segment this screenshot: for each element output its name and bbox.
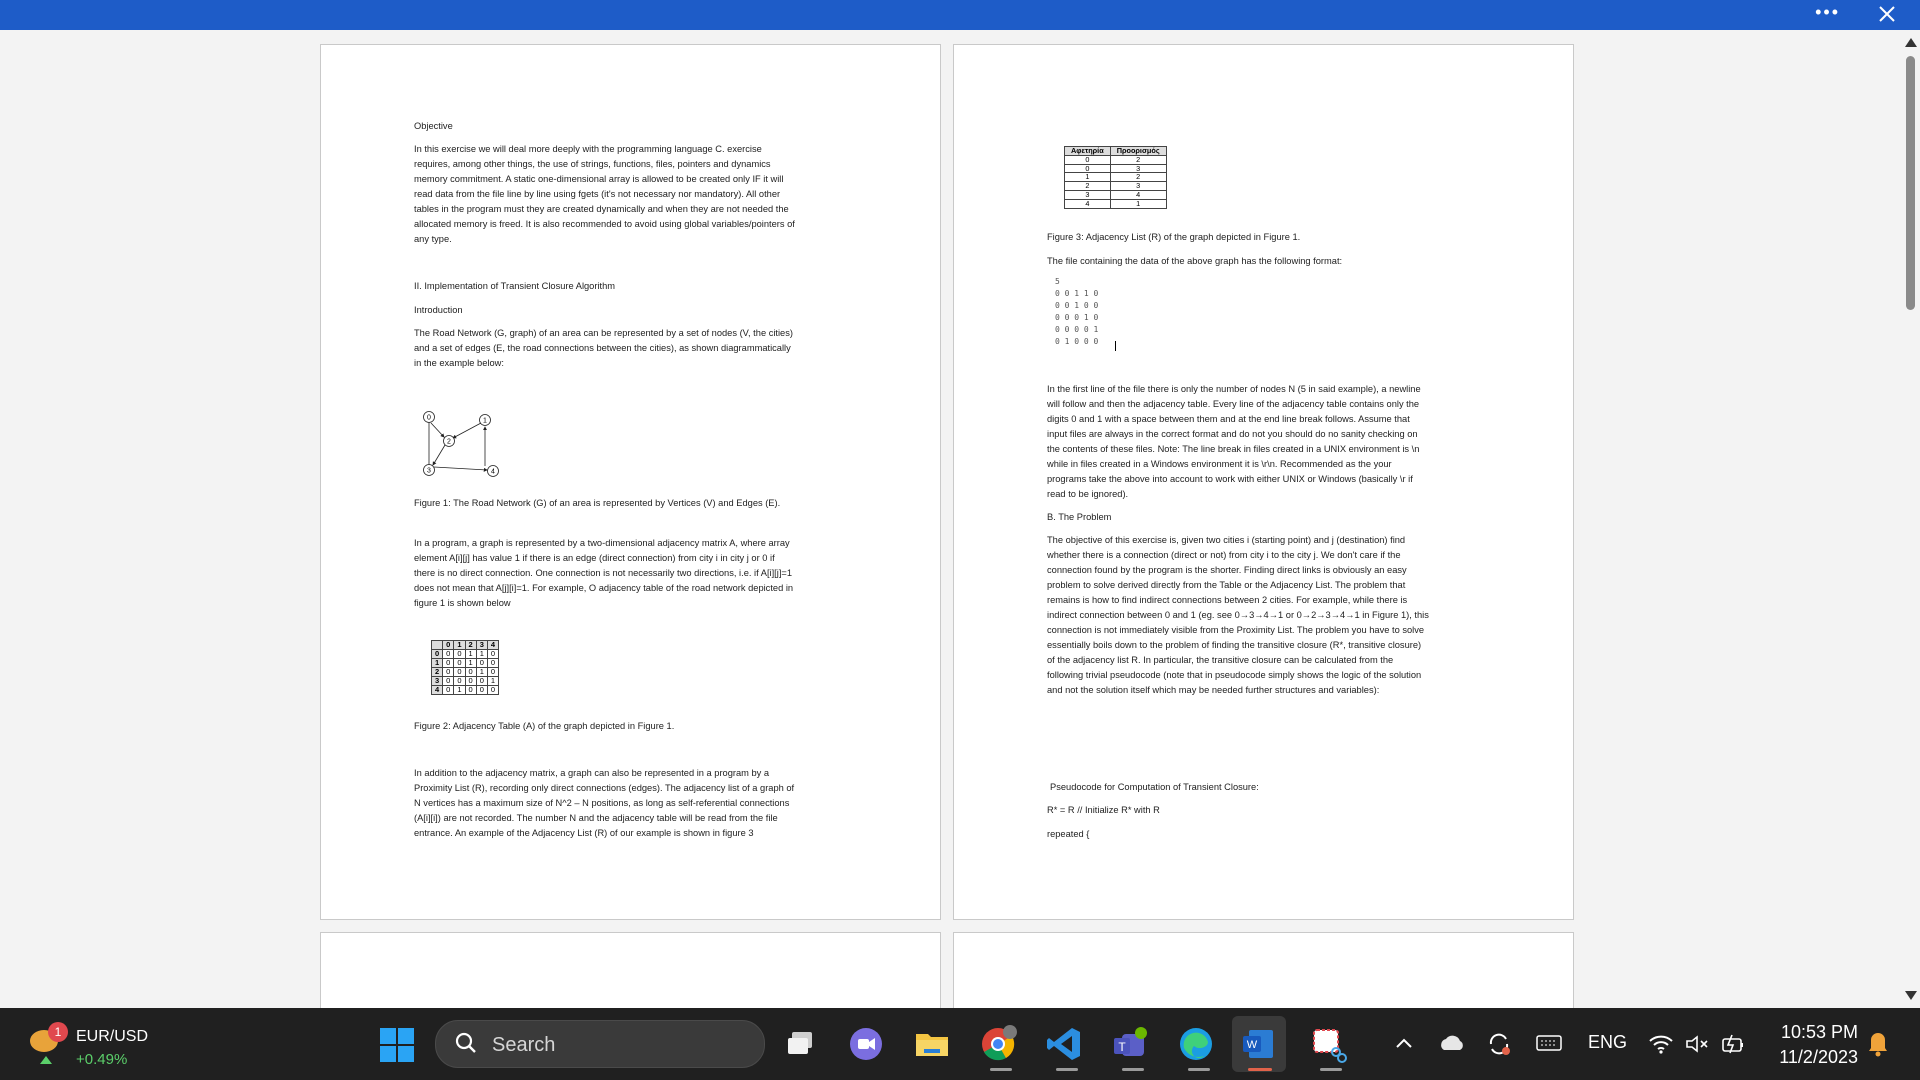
road-network-graph xyxy=(421,409,503,485)
text-line: entrance. An example of the Adjacency List (R) of our example is shown in figure 3 xyxy=(414,828,754,838)
table-cell: 1 xyxy=(465,650,476,659)
teams-icon[interactable] xyxy=(1110,1024,1150,1064)
table-header-cell: Προορισμός xyxy=(1110,147,1166,156)
table-cell: 0 xyxy=(443,668,454,677)
text-line: and not the solution itself which may be needed further structures and variables): xyxy=(1047,685,1380,695)
table-cell: 4 xyxy=(1065,199,1111,208)
table-cell: 1 xyxy=(1110,199,1166,208)
table-row xyxy=(1065,164,1167,173)
format-description: The file containing the data of the above graph has the following format: xyxy=(1047,256,1343,266)
chrome-running-indicator xyxy=(990,1068,1012,1071)
task-view-icon[interactable] xyxy=(782,1024,822,1064)
svg-text:0: 0 xyxy=(427,414,431,422)
table-row xyxy=(1065,190,1167,199)
clock[interactable] xyxy=(1779,1020,1858,1070)
text-cursor xyxy=(1115,341,1116,351)
text-line: (A[i][i]) are not recorded. The number N and the adjacency table will be read from the file xyxy=(414,813,778,823)
code-line: 5 xyxy=(1055,277,1060,286)
table-cell: 3 xyxy=(1110,182,1166,191)
keyboard-icon[interactable] xyxy=(1535,1033,1563,1053)
windows-logo-icon xyxy=(380,1028,396,1044)
onedrive-icon[interactable] xyxy=(1438,1033,1466,1053)
table-row xyxy=(1065,173,1167,182)
clock-date: 11/2/2023 xyxy=(1779,1047,1858,1067)
taskbar xyxy=(0,1008,1920,1080)
table-cell: 1 xyxy=(465,659,476,668)
svg-text:4: 4 xyxy=(491,468,495,476)
svg-text:1: 1 xyxy=(483,417,487,425)
text-line: connection found by the program is the shorter. Finding direct links is obviously an easy xyxy=(1047,565,1407,575)
chat-icon[interactable] xyxy=(846,1024,886,1064)
figure-1-caption: Figure 1: The Road Network (G) of an area is represented by Vertices (V) and Edges (E). xyxy=(414,498,781,508)
text-line: programs take the above into account to work with either UNIX or Windows (basically \r if xyxy=(1047,474,1413,484)
table-cell: 1 xyxy=(1065,173,1111,182)
introduction-heading: Introduction xyxy=(414,305,463,315)
table-header-cell: 1 xyxy=(454,641,465,650)
wifi-icon[interactable] xyxy=(1648,1033,1674,1055)
graph-node xyxy=(488,466,499,477)
vscode-running-indicator xyxy=(1056,1068,1078,1071)
table-cell: 0 xyxy=(1065,155,1111,164)
chrome-icon[interactable] xyxy=(978,1024,1018,1064)
currency-widget[interactable] xyxy=(26,1022,156,1070)
svg-text:2: 2 xyxy=(447,438,451,446)
scroll-up-arrow-icon[interactable] xyxy=(1905,38,1917,47)
problem-heading: B. The Problem xyxy=(1047,512,1112,522)
adjacency-list-table xyxy=(1064,146,1167,209)
word-active-indicator xyxy=(1248,1068,1272,1071)
code-line: 0 0 1 1 0 xyxy=(1055,289,1099,298)
word-icon xyxy=(1239,1024,1279,1064)
table-row xyxy=(432,641,499,650)
text-line: input files are always in the correct format and do not you should do no sanity checking on xyxy=(1047,429,1418,439)
table-cell: 2 xyxy=(1110,155,1166,164)
text-line: memory commitment. A static one-dimensional array is allowed to be created only IF it will xyxy=(414,174,784,184)
table-cell: 0 xyxy=(487,668,498,677)
search-placeholder: Search xyxy=(492,1034,556,1056)
graph-node xyxy=(424,412,435,423)
table-cell: 0 xyxy=(465,677,476,686)
table-cell: 2 xyxy=(1110,173,1166,182)
graph-node xyxy=(444,436,455,447)
objective-heading: Objective xyxy=(414,121,453,131)
svg-text:3: 3 xyxy=(427,467,431,475)
figure-3-caption: Figure 3: Adjacency List (R) of the graph depicted in Figure 1. xyxy=(1047,232,1301,242)
table-cell: 0 xyxy=(465,686,476,695)
pseudocode-repeat-line: repeated { xyxy=(1047,829,1090,839)
table-header-cell: 3 xyxy=(476,641,487,650)
table-cell: 0 xyxy=(476,659,487,668)
volume-muted-icon[interactable] xyxy=(1684,1033,1710,1055)
edge-icon[interactable] xyxy=(1176,1024,1216,1064)
document-viewport[interactable] xyxy=(0,30,1900,1008)
search-box[interactable] xyxy=(435,1020,765,1068)
close-icon[interactable] xyxy=(1876,3,1898,25)
snipping-running-indicator xyxy=(1320,1068,1342,1071)
table-cell: 0 xyxy=(454,650,465,659)
edge-running-indicator xyxy=(1188,1068,1210,1071)
table-cell: 3 xyxy=(1065,190,1111,199)
figure-2-caption: Figure 2: Adjacency Table (A) of the graph depicted in Figure 1. xyxy=(414,721,675,731)
table-header-cell: 4 xyxy=(487,641,498,650)
text-line: problem to solve derived directly from the Table or the Adjacency List. The problem that xyxy=(1047,580,1406,590)
text-line: The Road Network (G, graph) of an area can be represented by a set of nodes (V, the cities) xyxy=(414,328,793,338)
text-line: does not mean that A[j][i]=1. For example, O adjacency table of the road network depicted in xyxy=(414,583,794,593)
text-line: there is no direct connection. One connection is not necessarily two directions, i.e. if A[i][j]=1 xyxy=(414,568,793,578)
table-header-cell: Αφετηρία xyxy=(1065,147,1111,156)
chevron-up-icon[interactable] xyxy=(1395,1036,1413,1050)
table-cell: 1 xyxy=(454,686,465,695)
text-line: element A[i][j] has value 1 if there is an edge (direct connection) from city i in city j or 0 if xyxy=(414,553,775,563)
battery-charging-icon[interactable] xyxy=(1720,1033,1746,1055)
table-cell: 0 xyxy=(443,650,454,659)
table-row xyxy=(1065,182,1167,191)
table-cell: 2 xyxy=(1065,182,1111,191)
table-cell: 0 xyxy=(487,686,498,695)
table-cell: 1 xyxy=(476,668,487,677)
text-line: In the first line of the file there is only the number of nodes N (5 in said example), a newline xyxy=(1047,384,1421,394)
table-cell: 1 xyxy=(476,650,487,659)
language-label: ENG xyxy=(1588,1032,1628,1052)
more-icon[interactable]: ••• xyxy=(1815,2,1840,22)
adjacency-table xyxy=(431,640,499,695)
code-line: 0 0 1 0 0 xyxy=(1055,301,1099,310)
notification-badge: 1 xyxy=(48,1022,68,1042)
search-icon xyxy=(454,1031,478,1055)
table-row xyxy=(1065,147,1167,156)
document-page-4 xyxy=(953,932,1574,1008)
code-line: 0 1 0 0 0 xyxy=(1055,337,1099,346)
text-line: following trivial pseudocode (note that in pseudocode simply shows the logic of the solution xyxy=(1047,670,1422,680)
svg-text:T: T xyxy=(1118,1040,1126,1054)
table-row xyxy=(432,686,499,695)
table-cell: 0 xyxy=(476,686,487,695)
text-line: essentially boils down to the problem of finding the transitive closure (R*, transitive closure) xyxy=(1047,640,1422,650)
trend-up-icon xyxy=(40,1056,52,1064)
widget-title: EUR/USD xyxy=(76,1028,149,1045)
text-line: The objective of this exercise is, given two cities i (starting point) and j (destination) find xyxy=(1047,535,1406,545)
scrollbar-thumb[interactable] xyxy=(1906,56,1915,310)
row-header-cell: 4 xyxy=(432,686,443,695)
text-line: read data from the file line by line using fgets (it's not necessary nor mandatory). All other xyxy=(414,189,781,199)
table-cell: 0 xyxy=(443,677,454,686)
text-line: figure 1 is shown below xyxy=(414,598,511,608)
document-page-1 xyxy=(320,44,941,920)
table-row xyxy=(1065,199,1167,208)
text-line: allocated memory is freed. It is also recommended to avoid using global variables/pointers of xyxy=(414,219,795,229)
text-line: Proximity List (R), recording only direct connections (edges). The adjacency list of a graph of xyxy=(414,783,795,793)
table-row xyxy=(1065,155,1167,164)
table-cell: 0 xyxy=(454,659,465,668)
clock-time: 10:53 PM xyxy=(1780,1022,1858,1042)
text-line: indirect connection between 0 and 1 (eg. see 0→3→4→1 or 0→2→3→4→1 in Figure 1), this xyxy=(1047,610,1429,620)
text-line: while in files created in a Windows environment it is \r\n. Recommended as the your xyxy=(1047,459,1392,469)
table-row xyxy=(432,659,499,668)
start-button[interactable] xyxy=(380,1028,414,1062)
word-taskbar-button[interactable] xyxy=(1232,1016,1286,1072)
table-cell: 0 xyxy=(454,677,465,686)
text-line: the contents of these files. Note: The line break in files created in a UNIX environment is \n xyxy=(1047,444,1420,454)
graph-node xyxy=(480,415,491,426)
code-line: 0 0 0 0 1 xyxy=(1055,325,1099,334)
teams-running-indicator xyxy=(1122,1068,1144,1071)
text-line: In addition to the adjacency matrix, a graph can also be represented in a program by a xyxy=(414,768,770,778)
text-line: connection is not immediately visible from the Proximity List. The problem you have to solve xyxy=(1047,625,1425,635)
row-header-cell: 3 xyxy=(432,677,443,686)
text-line: and a set of edges (E, the road connections between the cities), as shown diagrammatically xyxy=(414,343,791,353)
text-line: of the adjacency list R. In particular, the transitive closure can be calculated from the xyxy=(1047,655,1394,665)
row-header-cell: 1 xyxy=(432,659,443,668)
document-page-2 xyxy=(953,44,1574,920)
text-line: tables in the program must they are created dynamically and when they are not needed the xyxy=(414,204,789,214)
snipping-tool-icon[interactable] xyxy=(1308,1024,1348,1064)
table-cell: 3 xyxy=(1110,164,1166,173)
table-cell: 0 xyxy=(487,650,498,659)
table-header-cell: 0 xyxy=(443,641,454,650)
text-line: whether there is a connection (direct or not) from city i to the city j. We don't care if the xyxy=(1047,550,1401,560)
text-line: read to be ignored). xyxy=(1047,489,1129,499)
scroll-down-arrow-icon[interactable] xyxy=(1905,991,1917,1000)
text-line: digits 0 and 1 with a space between them and at the end line break follows. Assume that xyxy=(1047,414,1410,424)
table-cell: 0 xyxy=(443,686,454,695)
svg-text:W: W xyxy=(1246,1039,1258,1051)
pseudocode-heading: Pseudocode for Computation of Transient Closure: xyxy=(1050,782,1259,792)
text-line: remains is how to find indirect connections between 2 cities. For example, while there is xyxy=(1047,595,1408,605)
table-header-cell: 2 xyxy=(465,641,476,650)
graph-node xyxy=(424,465,435,476)
vscode-icon[interactable] xyxy=(1044,1024,1084,1064)
table-cell: 0 xyxy=(443,659,454,668)
row-header-cell: 0 xyxy=(432,650,443,659)
table-cell: 0 xyxy=(487,659,498,668)
text-line: requires, among other things, the use of strings, functions, files, pointers and dynamics xyxy=(414,159,771,169)
text-line: will follow and then the adjacency table. Every line of the adjacency table contains only the xyxy=(1047,399,1420,409)
pseudocode-init-line: R* = R // Initialize R* with R xyxy=(1047,805,1160,815)
table-cell: 0 xyxy=(476,677,487,686)
widget-change: +0.49% xyxy=(76,1051,128,1068)
vertical-scrollbar[interactable] xyxy=(1900,30,1920,1008)
table-cell: 0 xyxy=(1065,164,1111,173)
table-row xyxy=(432,650,499,659)
document-page-3 xyxy=(320,932,941,1008)
table-row xyxy=(432,668,499,677)
text-line: any type. xyxy=(414,234,452,244)
text-line: N vertices has a maximum size of N^2 – N positions, as long as self-referential connections xyxy=(414,798,790,808)
file-explorer-icon[interactable] xyxy=(912,1024,952,1064)
table-cell: 0 xyxy=(465,668,476,677)
section-heading: II. Implementation of Transient Closure Algorithm xyxy=(414,281,616,291)
table-cell: 0 xyxy=(454,668,465,677)
sync-icon[interactable] xyxy=(1486,1031,1512,1057)
row-header-cell: 2 xyxy=(432,668,443,677)
table-cell: 1 xyxy=(487,677,498,686)
notification-bell-icon[interactable] xyxy=(1867,1030,1889,1058)
text-line: in the example below: xyxy=(414,358,504,368)
table-row xyxy=(432,677,499,686)
code-line: 0 0 0 1 0 xyxy=(1055,313,1099,322)
text-line: In a program, a graph is represented by a two-dimensional adjacency matrix A, where array xyxy=(414,538,790,548)
table-cell: 4 xyxy=(1110,190,1166,199)
text-line: In this exercise we will deal more deeply with the programming language C. exercise xyxy=(414,144,762,154)
window-titlebar xyxy=(0,0,1920,30)
